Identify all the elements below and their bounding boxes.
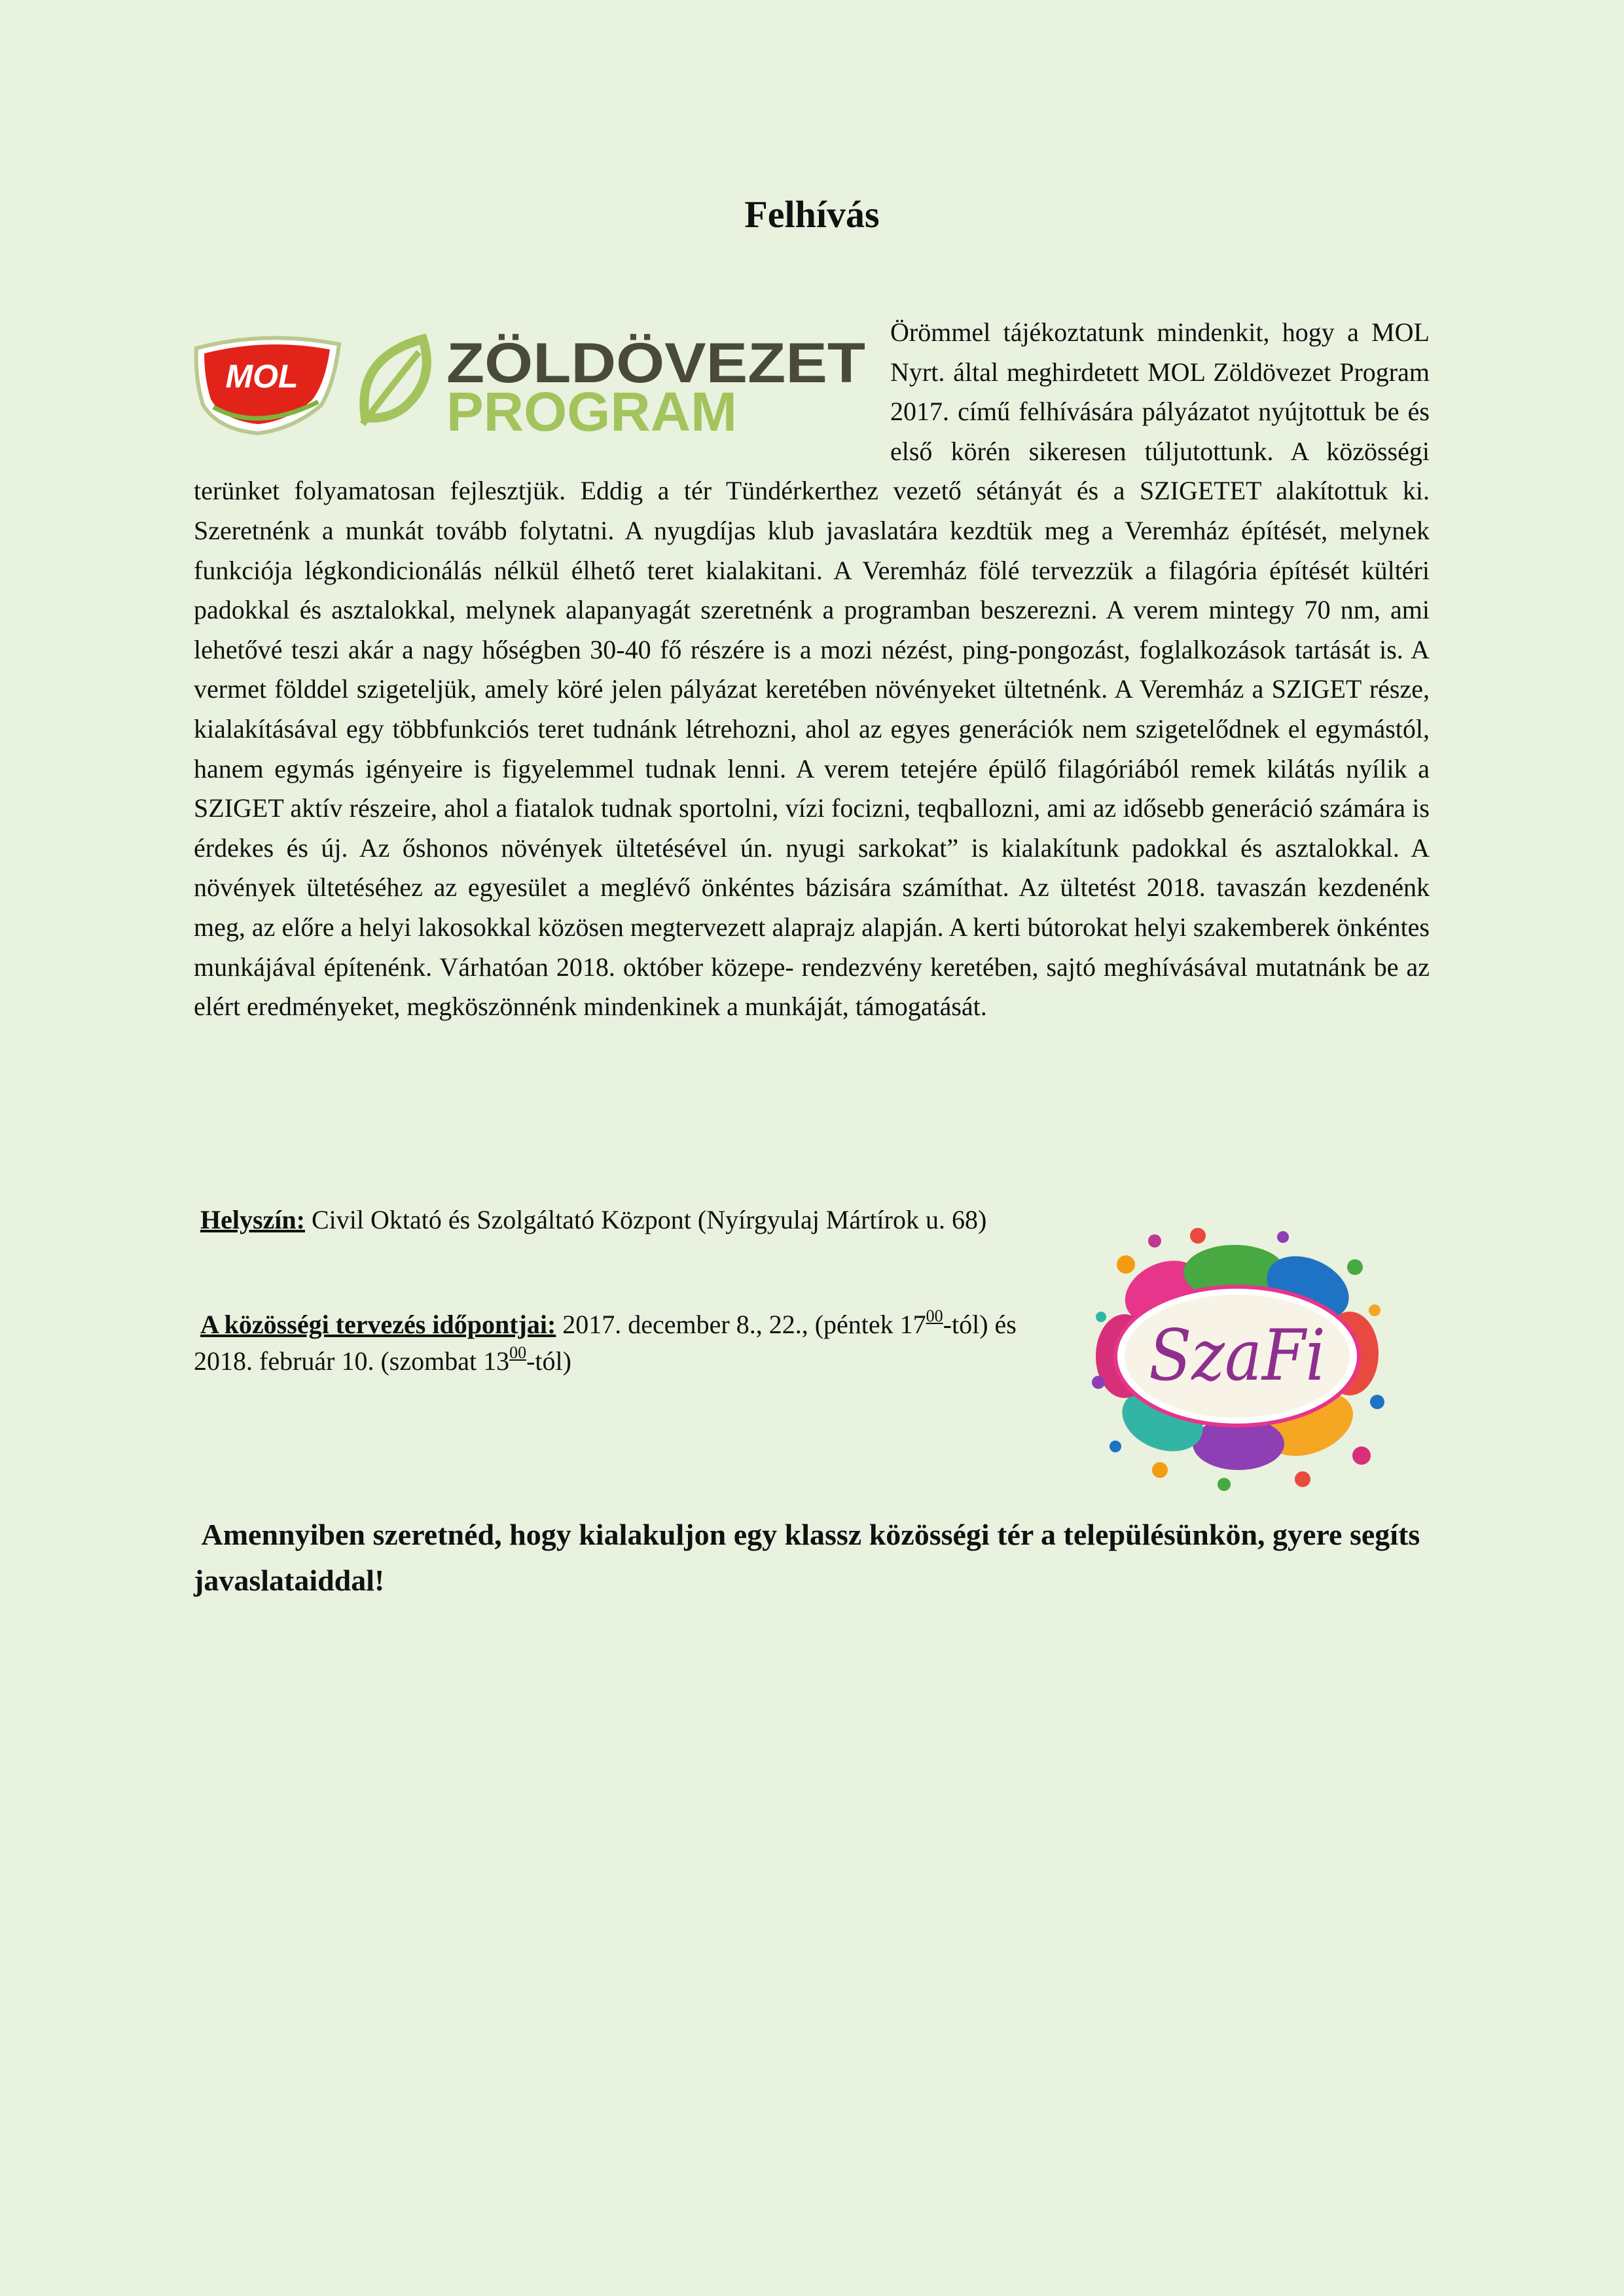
- location-label: Helyszín:: [200, 1205, 305, 1234]
- dates-sup2: 00: [509, 1343, 527, 1362]
- mol-logo: [196, 338, 339, 433]
- dates-part2: -tól) és 2018. február 10. (szombat 13: [194, 1310, 1017, 1376]
- szafi-logo-graphic: [1087, 1225, 1388, 1494]
- page-title: Felhívás: [744, 193, 880, 236]
- dates-sup1: 00: [926, 1306, 943, 1325]
- body-text: Örömmel tájékoztatunk mindenkit, hogy a MOL Nyrt. által meghirdetett MOL Zöldövezet Program 2017. című felhívására pályázatot nyújtottuk be és első körén sikeresen túljutottunk. A közösségi terünket folyamatosan fejlesztjük. Eddig a tér Tündérkerthez vezető sétányát és a SZIGETET alakítottuk ki. Szeretnénk a munkát tovább folytatni. A nyugdíjas klub javaslatára kezdtük meg a Veremház építését, melynek funkciója légkondicionálás nélkül élhető teret kialakitani. A Veremház fölé tervezzük a filagória építését kültéri padokkal és asztalokkal, melynek alapanyagát szeretnénk a programban beszerezni. A verem mintegy 70 nm, ami lehetővé teszi akár a nagy hőségben 30-40 fő részére is a mozi nézést, ping-pongozást, foglalkozások tartását is. A vermet földdel szigeteljük, amely köré jelen pályázat keretében növényeket ültetnénk. A Veremház a SZIGET része, kialakításával egy többfunkciós teret tudnánk létrehozni, ahol az egyes generációk nem szigetelődnek el egymástól, hanem egymás igényeire is figyelemmel tudnak lenni. A verem tetejére épülő filagóriából remek kilátás nyílik a SZIGET aktív részeire, ahol a fiatalok tudnak sportolni, vízi focizni, teqballozni, ami az idősebb generáció számára is érdekes és új. Az őshonos növények ültetésével ún. nyugi sarkokat” is kialakítunk padokkal és asztalokkal. A növények ültetéséhez az egyesület a meglévő önkéntes bázisára számíthat. Az ültetést 2018. tavaszán kezdenénk meg, az előre a helyi lakosokkal közösen megtervezett alaprajz alapján. A kerti bútorokat helyi szakemberek önkéntes munkájával építenénk. Várhatóan 2018. október közepe- rendezvény keretében, sajtó meghívásával mutatnánk be az elért eredményeket, megköszönnénk mindenkinek a munkáját, támogatását.: [194, 317, 1430, 1022]
- logo-banner: [194, 313, 871, 469]
- dates-line: [194, 1306, 1045, 1380]
- dates-part1: 2017. december 8., 22., (péntek 17: [556, 1310, 926, 1339]
- closing-text: Amennyiben szeretnéd, hogy kialakuljon egy klassz közösségi tér a településünkön, gyere segíts javaslataiddal!: [194, 1518, 1420, 1597]
- program-line2: PROGRAM: [446, 381, 737, 439]
- location-line: [194, 1202, 1045, 1238]
- mol-zoldovezet-logo: [194, 334, 871, 439]
- program-line1: ZÖLDÖVEZET: [446, 334, 865, 395]
- dates-part3: -tól): [526, 1346, 571, 1376]
- location-value: Civil Oktató és Szolgáltató Központ (Nyírgyulaj Mártírok u. 68): [304, 1205, 987, 1234]
- szafi-logo: [1087, 1225, 1388, 1494]
- mol-logo-text: MOL: [225, 358, 298, 395]
- closing-call-to-action: [194, 1512, 1437, 1604]
- dates-label: A közösségi tervezés időpontjai:: [200, 1310, 556, 1339]
- body-paragraph: [194, 313, 1430, 1027]
- szafi-logo-text: SzaFi: [1149, 1315, 1326, 1397]
- leaf-icon: [363, 339, 427, 424]
